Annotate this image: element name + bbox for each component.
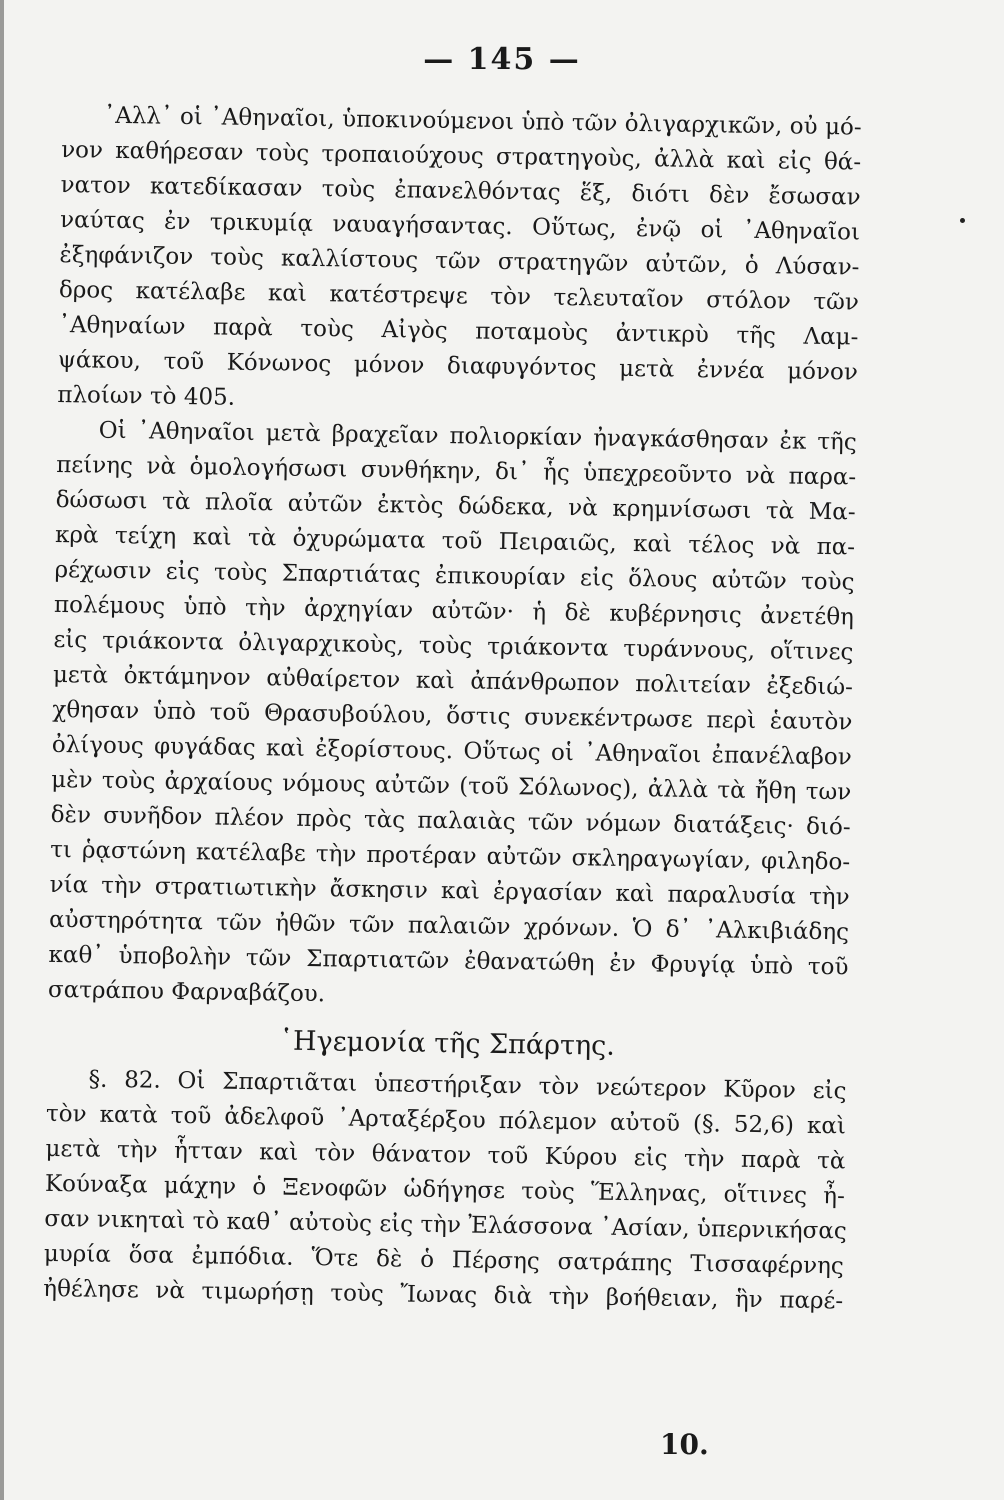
text-line: νον καθήρεσαν τοὺς τροπαιούχους στρατηγοὺς, ἀλλὰ καὶ εἰς θά- xyxy=(60,136,862,176)
text-line: Οἱ ᾿Αθηναῖοι μετὰ βραχεῖαν πολιορκίαν ἠναγκάσθησαν ἐκ τῆς xyxy=(98,417,857,456)
margin-dot xyxy=(960,218,965,223)
page-number: — 145 — xyxy=(423,42,581,77)
text-line: εἰς τριάκοντα ὀλιγαρχικοὺς, τοὺς τριάκοντα τυράννους, οἵτινες xyxy=(53,626,854,666)
page-body xyxy=(43,98,862,1319)
text-line: σαν νικηταὶ τὸ καθ᾿ αὐτοὺς εἰς τὴν Ἐλάσσονα ᾿Ασίαν, ὑπερνικήσας xyxy=(44,1205,847,1245)
text-line: Κούναξα μάχην ὁ Ξενοφῶν ὡδήγησε τοὺς Ἕλληνας, οἵτινες ἦ- xyxy=(44,1170,846,1210)
text-line: ὀλίγους φυγάδας καὶ ἐξορίστους. Οὕτως οἱ ᾿Αθηναῖοι ἐπανέλαβον xyxy=(51,731,852,771)
text-line: σατράπου Φαρναβάζου. xyxy=(47,976,326,1008)
page-edge-shadow xyxy=(0,0,4,1500)
text-line: §. 82. Οἱ Σπαρτιᾶται ὑπεστήριξαν τὸν νεώτερον Κῦρον εἰς xyxy=(88,1066,847,1105)
text-line: πολέμους ὑπὸ τὴν ἀρχηγίαν αὐτῶν· ἡ δὲ κυβέρνησις ἀνετέθη xyxy=(53,591,855,631)
text-line: ἠθέλησε νὰ τιμωρήσῃ τοὺς Ἴωνας διὰ τὴν βοήθειαν, ἣν παρέ- xyxy=(43,1275,844,1315)
text-line: δρος κατέλαβε καὶ κατέστρεψε τὸν τελευταῖον στόλον τῶν xyxy=(58,276,860,316)
section-title: ῾Ηγεμονία τῆς Σπάρτης. xyxy=(279,1025,616,1062)
text-line: ᾿Αλλ᾿ οἱ ᾿Αθηναῖοι, ὑποκινούμενοι ὑπὸ τῶν ὀλιγαρχικῶν, οὐ μό- xyxy=(103,102,862,141)
text-line: ἐξηφάνιζον τοὺς καλλίστους τῶν στρατηγῶν αὐτῶν, ὁ Λύσαν- xyxy=(59,241,860,281)
signature-mark: 10. xyxy=(660,1428,709,1461)
text-line: ᾿Αθηναίων παρὰ τοὺς Αἰγὸς ποταμοὺς ἀντικρὺ τῆς Λαμ- xyxy=(58,311,859,351)
text-line: καθ᾿ ὑποβολὴν τῶν Σπαρτιατῶν ἐθανατώθη ἐν Φρυγίᾳ ὑπὸ τοῦ xyxy=(48,941,849,981)
text-line: δὲν συνῆδον πλέον πρὸς τὰς παλαιὰς τῶν νόμων διατάξεις· διό- xyxy=(50,801,851,841)
paragraph-2 xyxy=(48,413,857,1020)
text-line: ψάκου, τοῦ Κόνωνος μόνον διαφυγόντος μετὰ ἐννέα μόνον xyxy=(57,346,858,386)
text-line: ναύτας ἐν τρικυμίᾳ ναυαγήσαντας. Οὕτως, ἐνῷ οἱ ᾿Αθηναῖοι xyxy=(59,206,861,246)
text-line: νατον κατεδίκασαν τοὺς ἐπανελθόντας ἕξ, διότι δὲν ἔσωσαν xyxy=(60,171,861,211)
text-line: μὲν τοὺς ἀρχαίους νόμους αὐτῶν (τοῦ Σόλωνος), ἀλλὰ τὰ ἤθη των xyxy=(51,766,852,806)
text-line: δώσωσι τὰ πλοῖα αὐτῶν ἐκτὸς δώδεκα, νὰ κρημνίσωσι τὰ Μα- xyxy=(55,486,856,526)
text-line: χθησαν ὑπὸ τοῦ Θρασυβούλου, ὅστις συνεκέντρωσε περὶ ἑαυτὸν xyxy=(52,696,853,736)
paragraph-3 xyxy=(43,1062,847,1320)
text-line: πλοίων τὸ 405. xyxy=(57,381,236,411)
paragraph-1 xyxy=(57,98,862,426)
text-line: αὐστηρότητα τῶν ἠθῶν τῶν παλαιῶν χρόνων. Ὁ δ᾿ ᾿Αλκιβιάδης xyxy=(48,906,850,946)
text-line: πείνης νὰ ὁμολογήσωσι συνθήκην, δι᾿ ἧς ὑπεχρεοῦντο νὰ παρα- xyxy=(56,451,857,491)
text-line: τὸν κατὰ τοῦ ἀδελφοῦ ᾿Αρταξέρξου πόλεμον αὐτοῦ (§. 52,6) καὶ xyxy=(45,1100,847,1140)
text-line: νία τὴν στρατιωτικὴν ἄσκησιν καὶ ἐργασίαν καὶ παραλυσία τὴν xyxy=(49,871,850,911)
text-line: μυρία ὅσα ἐμπόδια. Ὅτε δὲ ὁ Πέρσης σατράπης Τισσαφέρνης xyxy=(43,1240,844,1280)
text-line: κρὰ τείχη καὶ τὰ ὀχυρώματα τοῦ Πειραιῶς, καὶ τέλος νὰ πα- xyxy=(54,521,856,561)
text-line: τι ῥᾳστώνη κατέλαβε τὴν προτέραν αὐτῶν σκληραγωγίαν, φιληδο- xyxy=(49,836,851,876)
text-line: μετὰ ὀκτάμηνον αὐθαίρετον καὶ ἀπάνθρωπον πολιτείαν ἐξεδιώ- xyxy=(52,661,854,701)
text-line: μετὰ τὴν ἧτταν καὶ τὸν θάνατον τοῦ Κύρου εἰς τὴν παρὰ τὰ xyxy=(45,1135,846,1175)
text-line: ρέχωσιν εἰς τοὺς Σπαρτιάτας ἐπικουρίαν εἰς ὅλους αὐτῶν τοὺς xyxy=(54,556,855,596)
